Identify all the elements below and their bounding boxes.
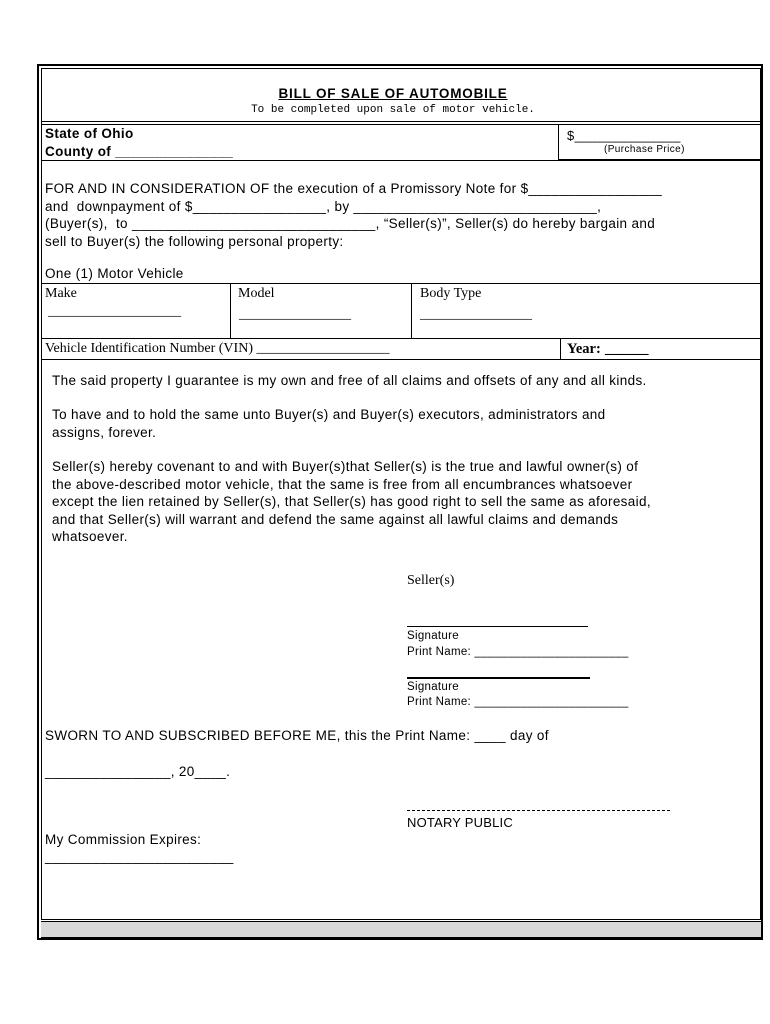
consideration-line-3: (Buyer(s), to _______________________________, “Seller(s)”, Seller(s) do hereby bargain and <box>45 216 656 231</box>
make-field[interactable]: ___________________ <box>48 304 181 319</box>
form-subtitle: To be completed upon sale of motor vehicle. <box>251 104 535 116</box>
notary-public-label: NOTARY PUBLIC <box>407 815 513 830</box>
vin-year-divider <box>560 338 561 359</box>
covenant-line-1: Seller(s) hereby covenant to and with Buyer(s)that Seller(s) is the true and lawful owner(s) of <box>52 459 639 474</box>
body-type-field[interactable]: ________________ <box>420 307 532 322</box>
sworn-statement: SWORN TO AND SUBSCRIBED BEFORE ME, this the Print Name: ____ day of <box>45 728 549 743</box>
form-title: BILL OF SALE OF AUTOMOBILE <box>278 86 508 101</box>
county-field[interactable]: County of _______________ <box>45 144 234 159</box>
vin-field[interactable]: Vehicle Identification Number (VIN) ___________________ <box>45 341 390 356</box>
body-type-label: Body Type <box>420 286 482 301</box>
vehicle-col-divider-2 <box>411 283 412 338</box>
form-footer-bar <box>41 921 761 938</box>
seller-signature-label-2: Signature <box>407 681 459 693</box>
covenant-line-4: and that Seller(s) will warrant and defend the same against all lawful claims and demands <box>52 512 619 527</box>
model-label: Model <box>238 286 275 301</box>
seller-print-name-2[interactable]: Print Name: _______________________ <box>407 696 629 708</box>
seller-signature-line-2[interactable] <box>407 677 590 679</box>
purchase-price-label: (Purchase Price) <box>604 144 685 155</box>
notary-date-field[interactable]: ________________, 20____. <box>45 764 231 779</box>
model-field[interactable]: ________________ <box>239 307 351 322</box>
purchase-price-field[interactable]: $______________ <box>567 128 681 143</box>
seller-signature-line-1[interactable] <box>407 626 588 627</box>
vehicle-col-divider-1 <box>230 283 231 338</box>
consideration-line-4: sell to Buyer(s) the following personal property: <box>45 234 344 249</box>
price-row-divider <box>41 160 761 161</box>
make-label: Make <box>45 286 77 301</box>
seller-print-name-1[interactable]: Print Name: _______________________ <box>407 646 629 658</box>
notary-signature-line[interactable] <box>407 810 670 811</box>
hold-clause-line-1: To have and to hold the same unto Buyer(s) and Buyer(s) executors, administrators and <box>52 407 606 422</box>
consideration-line-2: and downpayment of $_________________, by _______________________________, <box>45 199 602 214</box>
seller-signature-label-1: Signature <box>407 630 459 642</box>
header-divider <box>41 121 761 122</box>
covenant-line-5: whatsoever. <box>52 529 128 544</box>
vin-row-top <box>41 338 761 339</box>
guarantee-clause: The said property I guarantee is my own and free of all claims and offsets of any and all kinds. <box>52 373 647 388</box>
year-field[interactable]: ______ <box>605 341 649 357</box>
commission-expires-field[interactable]: ________________________ <box>45 849 234 864</box>
covenant-line-3: except the lien retained by Seller(s), that Seller(s) has good right to sell the same as aforesaid, <box>52 494 651 509</box>
covenant-line-2: the above-described motor vehicle, that the same is free from all encumbrances whatsoever <box>52 477 633 492</box>
year-label: Year: <box>567 341 601 357</box>
consideration-line-1: FOR AND IN CONSIDERATION OF the execution of a Promissory Note for $_________________ <box>45 181 663 196</box>
commission-expires-label: My Commission Expires: <box>45 832 202 847</box>
hold-clause-line-2: assigns, forever. <box>52 425 157 440</box>
state-label: State of Ohio <box>45 126 134 141</box>
vehicle-heading: One (1) Motor Vehicle <box>45 266 184 281</box>
vehicle-table-top <box>41 283 761 284</box>
vin-row-bottom <box>41 359 761 360</box>
sellers-heading: Seller(s) <box>407 573 455 588</box>
